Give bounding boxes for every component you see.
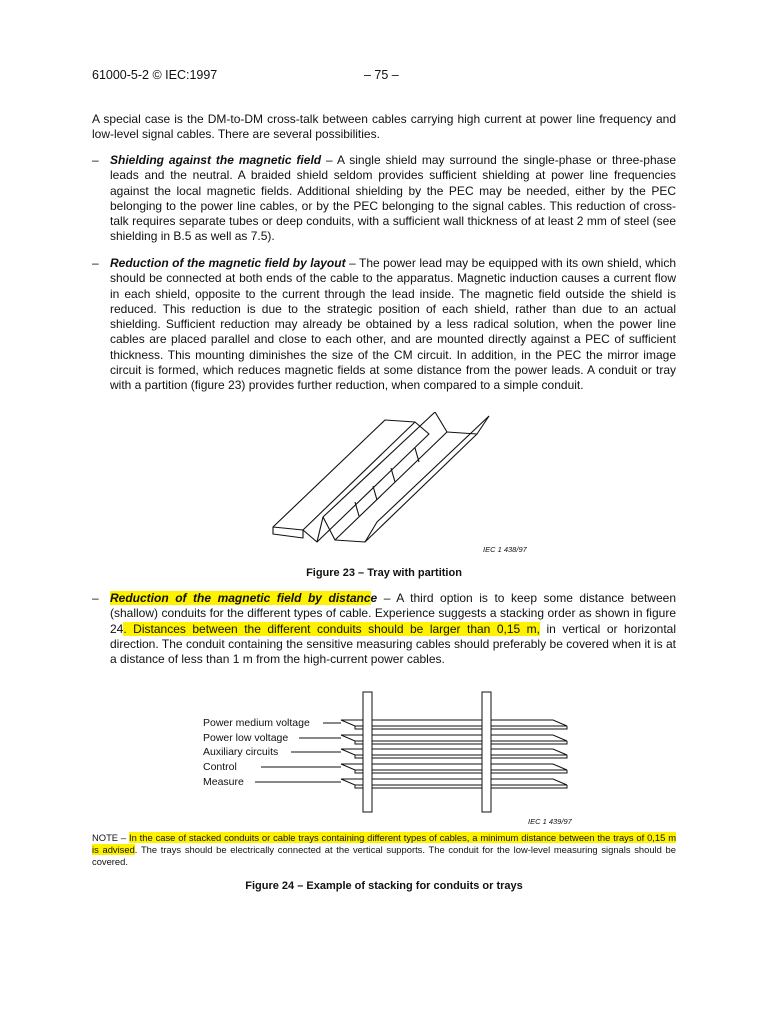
figure-24-label: Auxiliary circuits xyxy=(203,746,279,758)
note-text: . The trays should be electrically connected at the vertical supports. The conduit for the low-level measuring signals should be covered. xyxy=(92,844,676,867)
bullet-title-tail: e xyxy=(370,591,378,605)
note-highlighted: In the case of stacked conduits or cable trays containing different types of cables, a minimum distance between the trays of 0,15 m is advised xyxy=(92,832,677,855)
bullet-title: Reduction of the magnetic field by layout xyxy=(110,256,346,270)
intro-paragraph: A special case is the DM-to-DM cross-talk between cables carrying high current at power line frequency and low-level signal cables. There are several possibilities. xyxy=(92,112,676,142)
figure-24-stacking-drawing xyxy=(195,688,575,818)
figure-24-label: Power medium voltage xyxy=(203,717,310,729)
note-lead: NOTE – xyxy=(92,832,129,843)
bullet-text: – A single shield may surround the single-phase or three-phase leads and the neutral. A braided shield seldom provides sufficient shielding at power line frequencies against the local magnetic fields. Additional shielding by the PEC may be needed, either by the PEC belonging to the power line cables, or by the PEC belonging to the signal cables. This reduction of cross-talk requires separate tubes or deep conduits, with a sufficient wall thickness of at least 2 mm of steel (see shielding in B.5 as well as 7.5). xyxy=(110,153,676,244)
bullet-text: – A third option is to keep some distance between (shallow) conduits for the different types of cable. Experience suggests a stacking order as shown in figure 24 xyxy=(110,591,676,636)
bullet-text: – The power lead may be equipped with its own shield, which should be connected at both ends of the cable to the apparatus. Magnetic induction causes a current flow in each shield, opposite to the current through the lead inside. The magnetic field outside the shield is reduced. This reduction is due to the strategic position of each shield, rather than due to an actual shielding. Sufficient reduction may already be obtained by a less radical solution, when the power line cables are placed parallel and close to each other, and are mounted directly against a PEC of sufficient thickness. This mounting diminishes the size of the CM circuit. In addition, in the PEC the mirror image circuit is formed, which reduces magnetic fields at some distance from the power leads. A conduit or tray with a partition (figure 23) provides further reduction, when compared to a simple conduit. xyxy=(110,256,676,393)
bullet-text: in vertical or horizontal direction. The conduit containing the sensitive measuring cables should preferably be covered when it is at a distance of less than 1 m from the high-current power cables. xyxy=(110,621,676,667)
bullet-dash: – xyxy=(92,153,99,167)
document-id: 61000-5-2 © IEC:1997 xyxy=(92,68,218,82)
figure-24-label: Measure xyxy=(203,776,244,788)
bullet-text-highlighted: . Distances between the different conduits should be larger than 0,15 m, xyxy=(123,621,541,636)
bullet-title-highlighted: Reduction of the magnetic field by distanc xyxy=(110,591,371,605)
bullet-shielding xyxy=(92,153,676,245)
bullet-dash: – xyxy=(92,591,99,605)
figure-24-caption: Figure 24 – Example of stacking for conduits or trays xyxy=(245,880,523,892)
figure-24-iec-tag: IEC 1 439/97 xyxy=(528,817,572,826)
figure-23-tray-drawing xyxy=(265,412,515,552)
figure-23-caption: Figure 23 – Tray with partition xyxy=(306,567,462,579)
bullet-dash: – xyxy=(92,256,99,270)
figure-24-note xyxy=(92,832,676,868)
bullet-title: Shielding against the magnetic field xyxy=(110,153,322,167)
bullet-distance xyxy=(92,591,676,667)
figure-24-label: Control xyxy=(203,761,237,773)
figure-24-label: Power low voltage xyxy=(203,732,289,744)
bullet-layout xyxy=(92,256,676,394)
page-number: – 75 – xyxy=(364,68,399,82)
figure-23-iec-tag: IEC 1 438/97 xyxy=(483,545,527,554)
